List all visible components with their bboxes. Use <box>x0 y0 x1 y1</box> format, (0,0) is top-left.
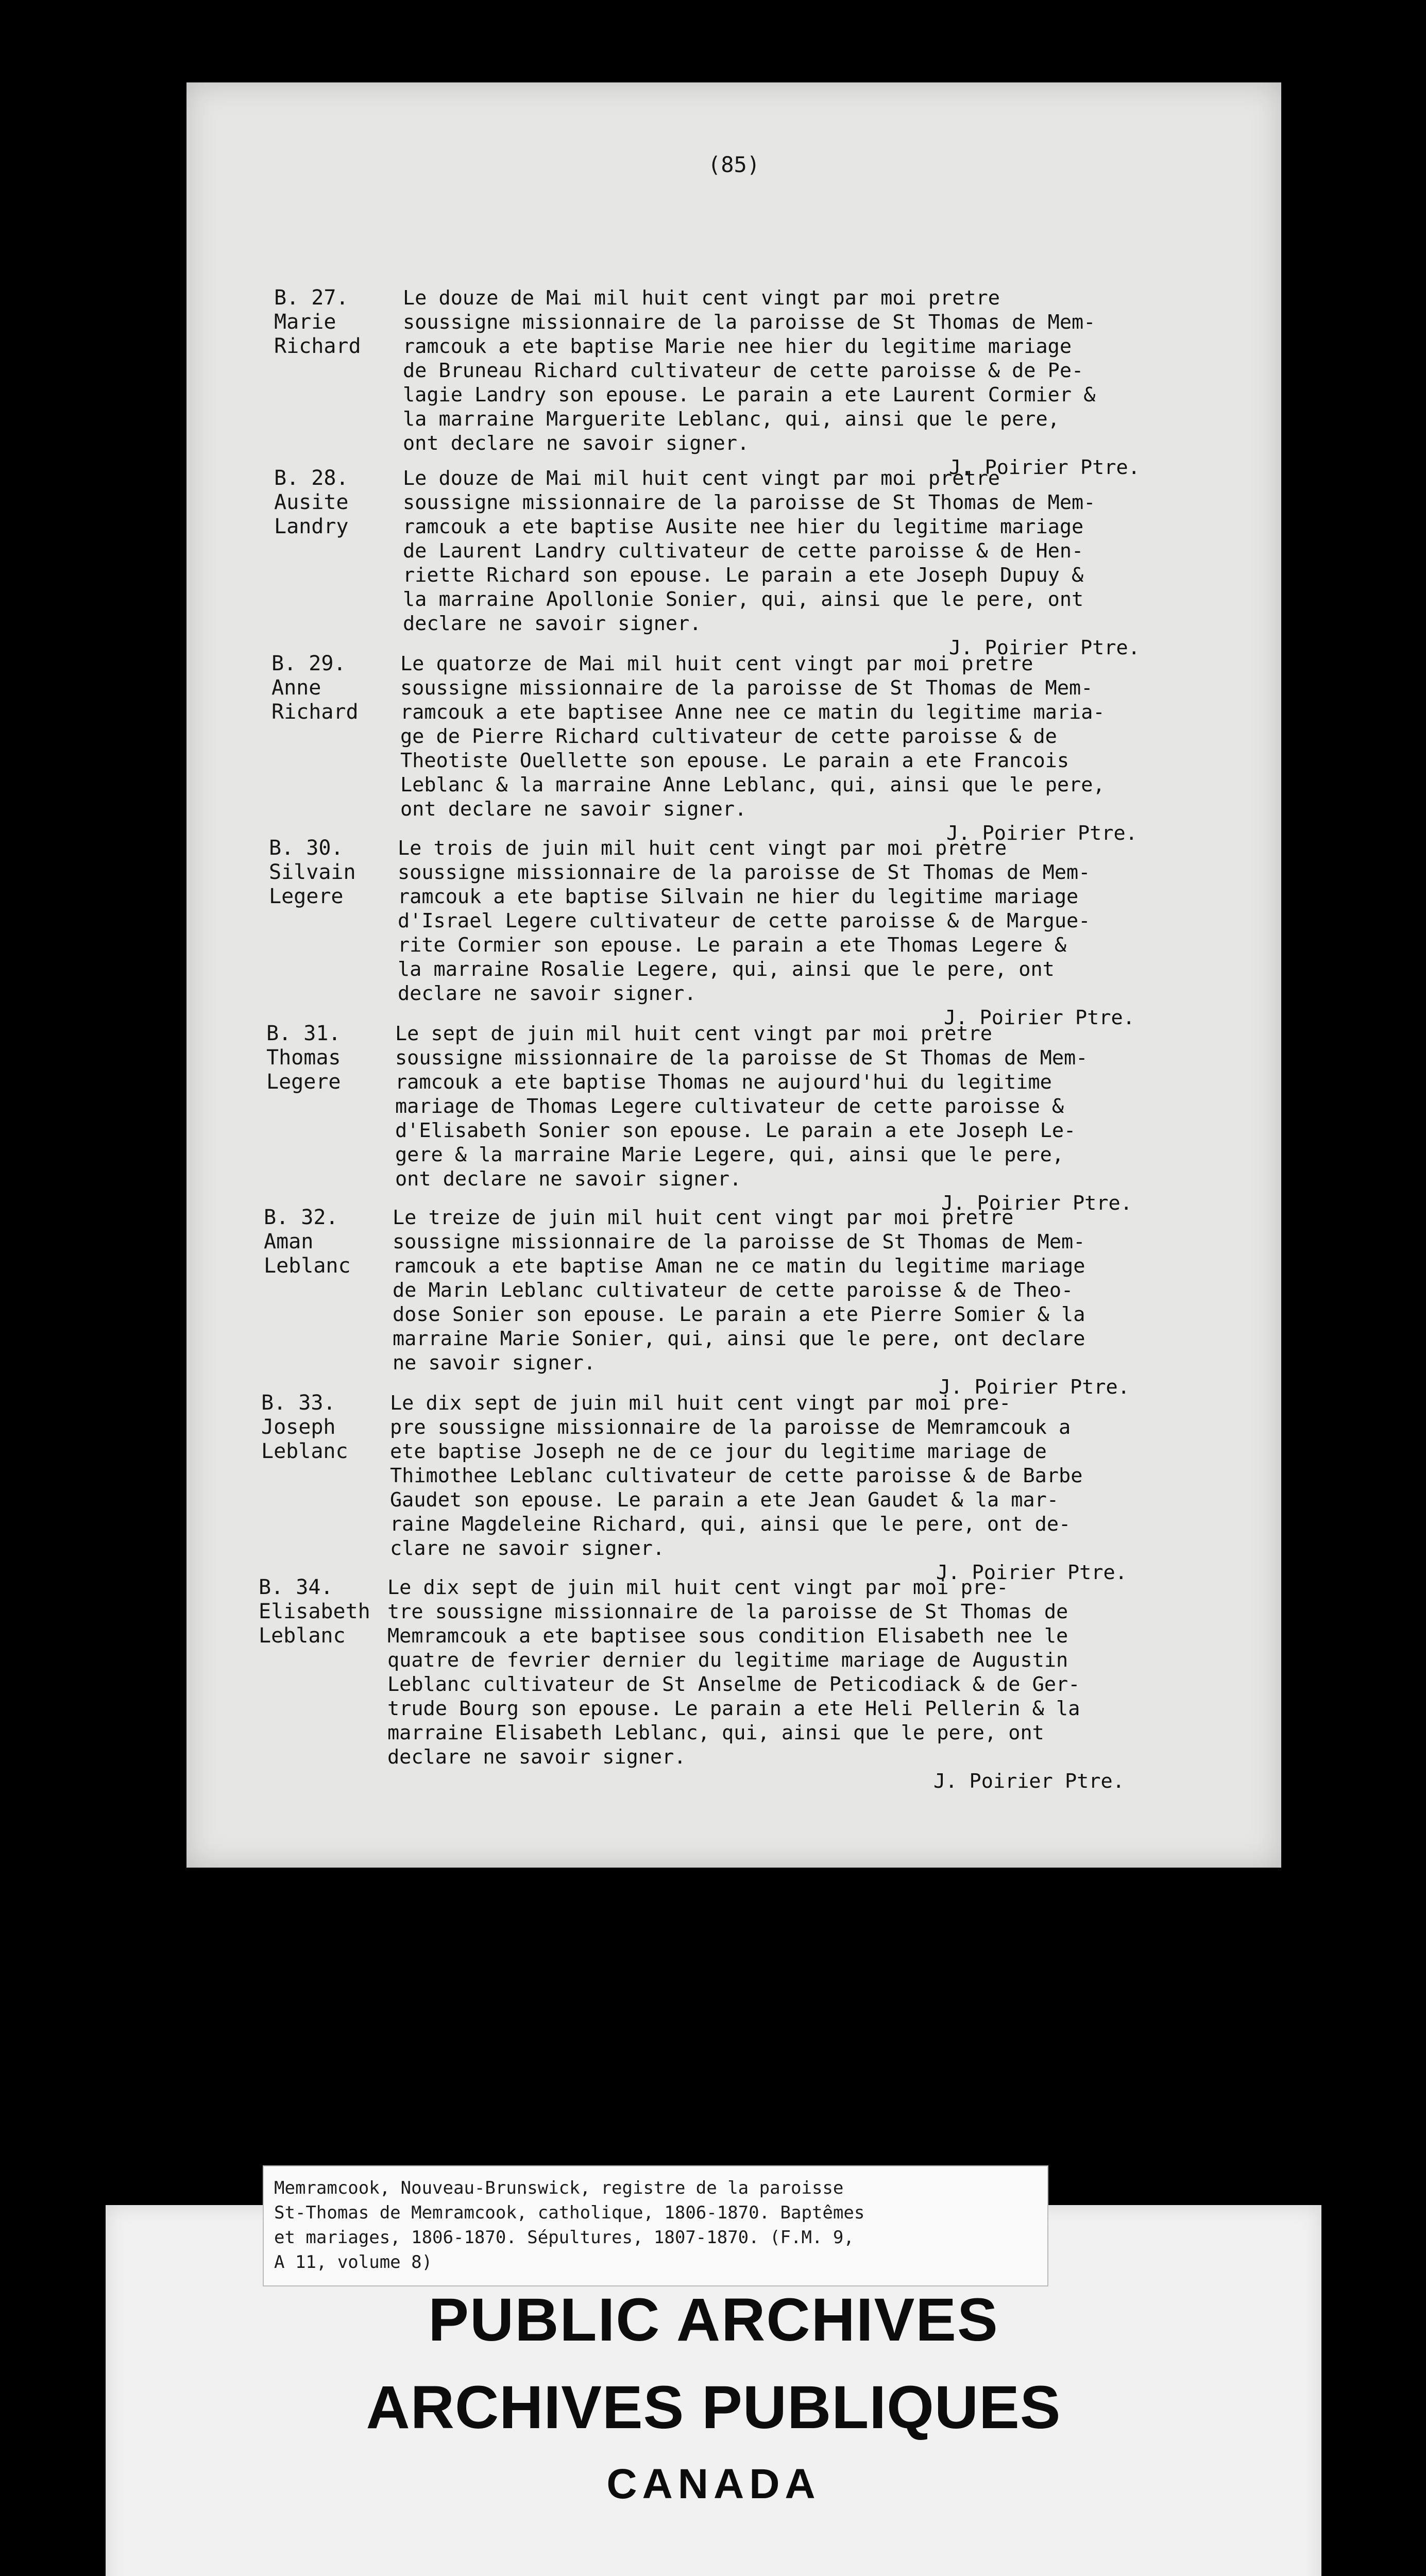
entry-line: declare ne savoir signer. <box>403 612 702 635</box>
entry-text <box>398 836 1284 1006</box>
entry-text <box>400 652 1286 821</box>
entry-line: Le quatorze de Mai mil huit cent vingt par moi pretre <box>400 652 1033 675</box>
entry-margin-note: B. 34. Elisabeth Leblanc <box>259 1575 370 1648</box>
entry-line: la marraine Marguerite Leblanc, qui, ainsi que le pere, <box>403 408 1060 431</box>
entry-line: marraine Elisabeth Leblanc, qui, ainsi que le pere, ont <box>387 1721 1044 1744</box>
entry-line: Le sept de juin mil huit cent vingt par moi pretre <box>395 1022 992 1045</box>
entry-line: soussigne missionnaire de la paroisse de St Thomas de Mem- <box>400 676 1093 700</box>
page-number: (85) <box>707 152 760 177</box>
entry-line: de Bruneau Richard cultivateur de cette paroisse & de Pe- <box>403 359 1084 382</box>
entry-line: la marraine Apollonie Sonier, qui, ainsi que le pere, ont <box>403 588 1084 611</box>
entry-text <box>403 286 1289 455</box>
entry-line: soussigne missionnaire de la paroisse de St Thomas de Mem- <box>395 1046 1088 1070</box>
slip-line: Memramcook, Nouveau-Brunswick, registre de la paroisse <box>274 2178 844 2198</box>
entry-text <box>393 1206 1279 1375</box>
entry-line: ramcouk a ete baptisee Anne nee ce matin du legitime maria- <box>400 701 1105 724</box>
slip-line: et mariages, 1806-1870. Sépultures, 1807-1870. (F.M. 9, <box>274 2227 854 2248</box>
entry-margin-note: B. 31. Thomas Legere <box>266 1022 341 1094</box>
entry-line: tre soussigne missionnaire de la paroisse de St Thomas de <box>387 1600 1068 1623</box>
priest-signature: J. Poirier Ptre. <box>941 1192 1132 1215</box>
entry-line: raine Magdeleine Richard, qui, ainsi que le pere, ont de- <box>390 1513 1071 1536</box>
entry-line: ont declare ne savoir signer. <box>403 432 750 455</box>
entry-line: riette Richard son epouse. Le parain a ete Joseph Dupuy & <box>403 564 1084 587</box>
entry-line: pre soussigne missionnaire de la paroisse de Memramcouk a <box>390 1416 1071 1439</box>
entry-line: declare ne savoir signer. <box>398 982 697 1005</box>
priest-signature: J. Poirier Ptre. <box>936 1561 1127 1584</box>
priest-signature: J. Poirier Ptre. <box>949 636 1140 659</box>
reference-slip <box>263 2165 1048 2286</box>
entry-line: Leblanc & la marraine Anne Leblanc, qui, ainsi que le pere, <box>400 773 1105 796</box>
entry-margin-note: B. 29. Anne Richard <box>271 652 359 724</box>
entry-line: la marraine Rosalie Legere, qui, ainsi que le pere, ont <box>398 958 1055 981</box>
entry-line: ete baptise Joseph ne de ce jour du legitime mariage de <box>390 1440 1047 1463</box>
entry-line: Gaudet son epouse. Le parain a ete Jean Gaudet & la mar- <box>390 1488 1059 1512</box>
entry-margin-note: B. 33. Joseph Leblanc <box>261 1391 348 1463</box>
entry-margin-note: B. 28. Ausite Landry <box>274 466 349 538</box>
entry-line: Leblanc cultivateur de St Anselme de Peticodiack & de Ger- <box>387 1673 1080 1696</box>
slip-line: A 11, volume 8) <box>274 2252 433 2273</box>
entry-line: lagie Landry son epouse. Le parain a ete Laurent Cormier & <box>403 383 1096 406</box>
canada-heading: CANADA <box>606 2461 821 2507</box>
entry-line: dose Sonier son epouse. Le parain a ete Pierre Somier & la <box>393 1303 1085 1326</box>
entry-line: gere & la marraine Marie Legere, qui, ainsi que le pere, <box>395 1143 1064 1166</box>
entry-line: Theotiste Ouellette son epouse. Le parain a ete Francois <box>400 749 1070 772</box>
entry-line: Le dix sept de juin mil huit cent vingt par moi pre- <box>390 1392 1011 1415</box>
entry-line: marraine Marie Sonier, qui, ainsi que le pere, ont declare <box>393 1327 1085 1350</box>
entry-line: ramcouk a ete baptise Marie nee hier du legitime mariage <box>403 335 1072 358</box>
entry-margin-note: B. 27. Marie Richard <box>274 286 361 358</box>
priest-signature: J. Poirier Ptre. <box>949 456 1140 479</box>
entry-line: ne savoir signer. <box>393 1351 596 1375</box>
entry-margin-note: B. 32. Aman Leblanc <box>264 1206 351 1278</box>
entry-line: soussigne missionnaire de la paroisse de St Thomas de Mem- <box>398 861 1091 884</box>
archives-publiques-heading: ARCHIVES PUBLIQUES <box>366 2374 1061 2442</box>
entry-line: d'Elisabeth Sonier son epouse. Le parain a ete Joseph Le- <box>395 1119 1076 1142</box>
entry-text <box>387 1575 1274 1769</box>
priest-signature: J. Poirier Ptre. <box>946 822 1138 845</box>
priest-signature: J. Poirier Ptre. <box>933 1770 1125 1793</box>
entry-line: declare ne savoir signer. <box>387 1745 686 1769</box>
entry-line: rite Cormier son epouse. Le parain a ete Thomas Legere & <box>398 934 1067 957</box>
entry-line: soussigne missionnaire de la paroisse de St Thomas de Mem- <box>403 491 1096 514</box>
entry-line: Le dix sept de juin mil huit cent vingt par moi pre- <box>387 1576 1009 1599</box>
entry-line: soussigne missionnaire de la paroisse de St Thomas de Mem- <box>403 311 1096 334</box>
entry-line: trude Bourg son epouse. Le parain a ete Heli Pellerin & la <box>387 1697 1080 1720</box>
entry-line: quatre de fevrier dernier du legitime mariage de Augustin <box>387 1649 1068 1672</box>
entry-line: de Marin Leblanc cultivateur de cette paroisse & de Theo- <box>393 1279 1074 1302</box>
entry-text <box>403 466 1289 636</box>
priest-signature: J. Poirier Ptre. <box>939 1376 1130 1399</box>
entry-line: Le treize de juin mil huit cent vingt par moi pretre <box>393 1206 1014 1229</box>
entry-line: ramcouk a ete baptise Aman ne ce matin du legitime mariage <box>393 1255 1085 1278</box>
entry-line: de Laurent Landry cultivateur de cette paroisse & de Hen- <box>403 539 1084 563</box>
register-page <box>186 82 1281 1868</box>
entry-text <box>395 1022 1281 1191</box>
public-archives-heading: PUBLIC ARCHIVES <box>428 2286 999 2354</box>
entry-line: Le douze de Mai mil huit cent vingt par moi pretre <box>403 286 1000 310</box>
entry-line: ramcouk a ete baptise Silvain ne hier du legitime mariage <box>398 885 1079 908</box>
entry-line: ge de Pierre Richard cultivateur de cette paroisse & de <box>400 725 1057 748</box>
entry-line: Le trois de juin mil huit cent vingt par moi pretre <box>398 837 1007 860</box>
entry-line: clare ne savoir signer. <box>390 1537 665 1560</box>
entry-line: ont declare ne savoir signer. <box>400 798 747 821</box>
entry-margin-note: B. 30. Silvain Legere <box>269 836 356 908</box>
slip-line: St-Thomas de Memramcook, catholique, 1806-1870. Baptêmes <box>274 2202 865 2223</box>
entry-line: Memramcouk a ete baptisee sous condition Elisabeth nee le <box>387 1624 1068 1648</box>
priest-signature: J. Poirier Ptre. <box>944 1006 1135 1029</box>
entry-line: ont declare ne savoir signer. <box>395 1167 742 1191</box>
entry-line: d'Israel Legere cultivateur de cette paroisse & de Margue- <box>398 909 1091 933</box>
entry-text <box>390 1391 1276 1561</box>
entry-line: soussigne missionnaire de la paroisse de St Thomas de Mem- <box>393 1230 1085 1253</box>
entry-line: mariage de Thomas Legere cultivateur de cette paroisse & <box>395 1095 1064 1118</box>
entry-line: ramcouk a ete baptise Thomas ne aujourd'hui du legitime <box>395 1071 1052 1094</box>
entry-line: Le douze de Mai mil huit cent vingt par moi pretre <box>403 467 1000 490</box>
entry-line: Thimothee Leblanc cultivateur de cette paroisse & de Barbe <box>390 1464 1083 1487</box>
entry-line: ramcouk a ete baptise Ausite nee hier du legitime mariage <box>403 515 1084 538</box>
